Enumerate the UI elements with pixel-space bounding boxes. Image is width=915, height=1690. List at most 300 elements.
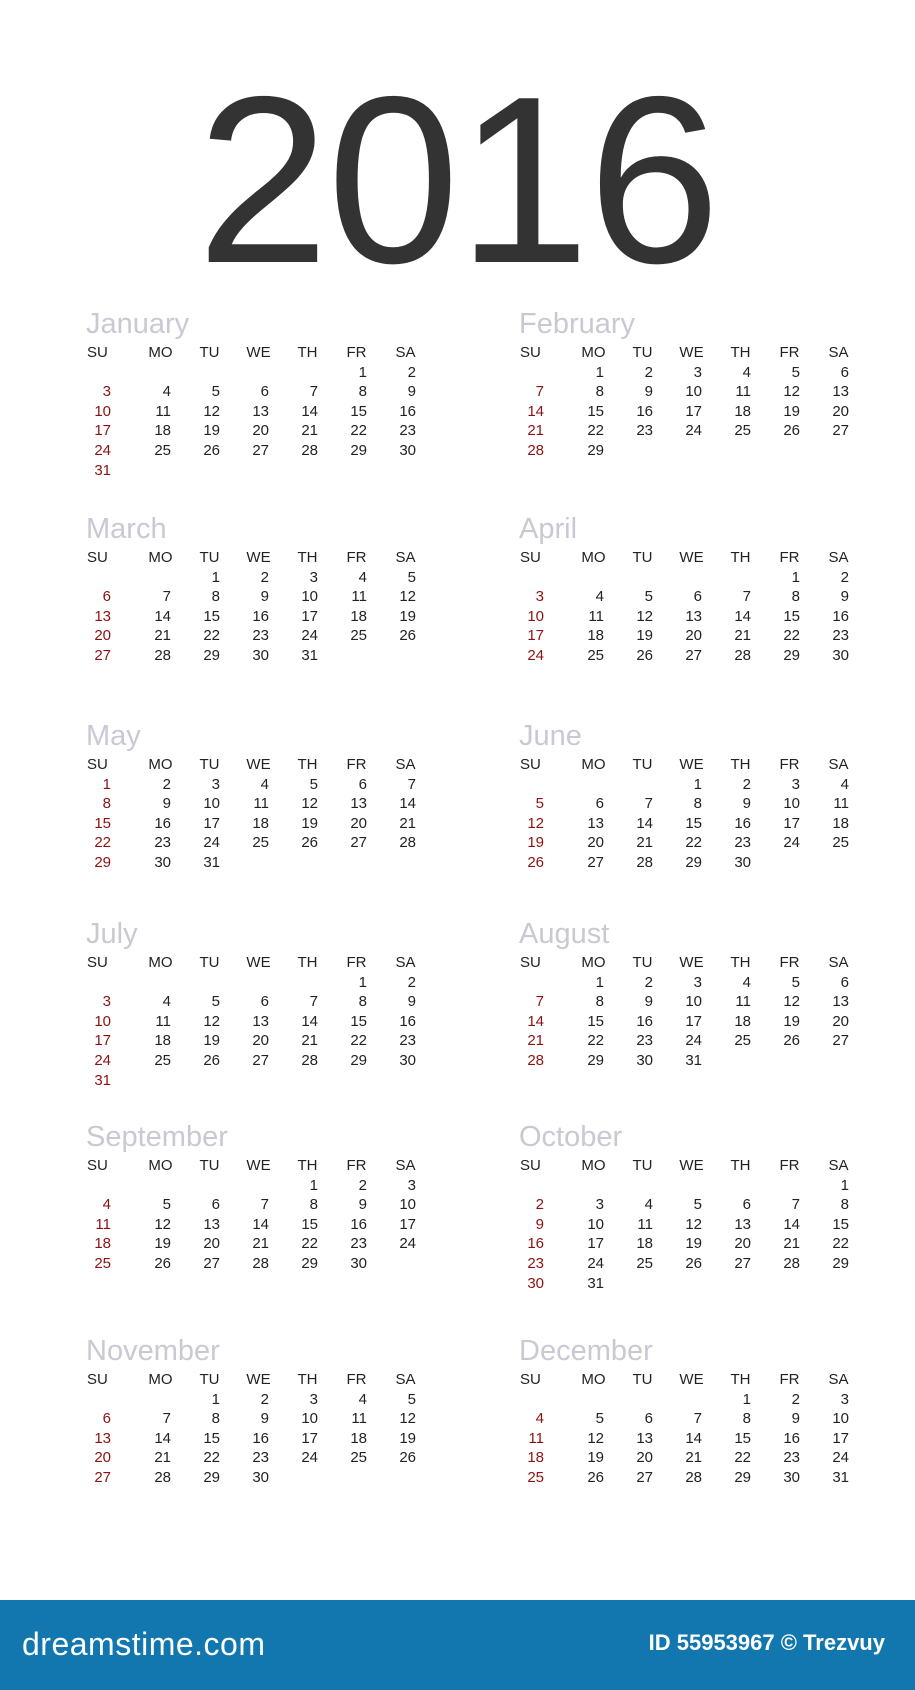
day-cell: 6 <box>595 795 604 813</box>
day-cell-sunday: 31 <box>94 1071 111 1089</box>
day-cell-sunday: 13 <box>94 607 111 625</box>
day-cell: 8 <box>791 588 800 606</box>
day-cell: 4 <box>742 973 751 991</box>
day-cell <box>283 973 332 993</box>
day-cell: 19 <box>399 1429 416 1447</box>
weekday-label: MO <box>148 549 173 566</box>
day-cell: 13 <box>734 1215 751 1233</box>
day-cell <box>381 1468 430 1488</box>
week-row <box>87 1468 430 1488</box>
day-cell-sunday: 21 <box>527 1032 544 1050</box>
day-cell: 4 <box>595 588 604 606</box>
day-cell: 12 <box>587 1429 604 1447</box>
day-cell <box>569 568 618 588</box>
day-cell-sunday: 27 <box>94 1468 111 1486</box>
month-title: July <box>86 918 138 950</box>
day-cell: 17 <box>203 814 220 832</box>
day-cell: 6 <box>211 1196 220 1214</box>
day-cell: 10 <box>203 795 220 813</box>
day-cell-sunday: 20 <box>94 627 111 645</box>
day-cell: 16 <box>636 402 653 420</box>
day-cell: 5 <box>791 973 800 991</box>
day-cell: 10 <box>301 588 318 606</box>
day-cell: 31 <box>301 646 318 664</box>
day-cell-sunday: 12 <box>527 814 544 832</box>
day-cell: 12 <box>399 588 416 606</box>
week-row <box>520 814 863 834</box>
day-cell: 1 <box>742 1390 751 1408</box>
day-cell: 21 <box>252 1235 269 1253</box>
day-cell: 23 <box>832 627 849 645</box>
day-cell: 15 <box>203 607 220 625</box>
day-cell: 4 <box>742 363 751 381</box>
weekday-label: FR <box>779 1157 800 1174</box>
day-cell: 25 <box>154 1051 171 1069</box>
day-cell: 12 <box>636 607 653 625</box>
day-cell: 1 <box>211 1390 220 1408</box>
day-cell: 2 <box>407 973 416 991</box>
day-cell: 3 <box>693 973 702 991</box>
day-cell: 4 <box>644 1196 653 1214</box>
day-cell: 24 <box>783 834 800 852</box>
day-cell: 27 <box>252 441 269 459</box>
day-cell-sunday: 15 <box>94 814 111 832</box>
day-cell: 18 <box>252 814 269 832</box>
day-cell <box>618 568 667 588</box>
week-row <box>520 1468 863 1488</box>
month-title: January <box>86 308 190 340</box>
day-cell-sunday: 9 <box>535 1215 544 1233</box>
weekday-label: SU <box>520 549 541 566</box>
weekday-label: TH <box>297 954 318 971</box>
day-cell <box>618 1176 667 1196</box>
day-cell: 15 <box>203 1429 220 1447</box>
week-row <box>520 607 863 627</box>
day-cell: 1 <box>840 1176 849 1194</box>
day-cell: 20 <box>685 627 702 645</box>
day-cell <box>283 1071 332 1091</box>
day-cell: 5 <box>309 775 318 793</box>
week-row <box>520 1012 863 1032</box>
day-cell: 26 <box>301 834 318 852</box>
day-cell: 26 <box>783 1032 800 1050</box>
day-cell: 11 <box>637 1215 653 1233</box>
day-cell <box>765 853 814 873</box>
weekday-label: SU <box>87 344 108 361</box>
weekday-label: TH <box>730 954 751 971</box>
month-april <box>520 510 863 666</box>
week-row <box>520 1234 863 1254</box>
day-cell: 18 <box>350 1429 367 1447</box>
day-cell: 14 <box>399 795 416 813</box>
day-cell: 30 <box>636 1051 653 1069</box>
day-cell <box>283 363 332 383</box>
day-cell <box>618 775 667 795</box>
day-cell <box>667 1390 716 1410</box>
day-cell-sunday: 5 <box>535 795 544 813</box>
day-cell: 28 <box>783 1254 800 1272</box>
weekday-label: WE <box>246 549 271 566</box>
day-cell: 29 <box>203 1468 220 1486</box>
day-cell: 1 <box>309 1176 318 1194</box>
day-cell: 5 <box>791 363 800 381</box>
week-row <box>87 1234 430 1254</box>
day-cell <box>381 646 430 666</box>
day-cell <box>136 568 185 588</box>
day-cell: 13 <box>832 993 849 1011</box>
day-cell: 30 <box>252 1468 269 1486</box>
day-cell: 8 <box>595 993 604 1011</box>
day-cell: 8 <box>595 383 604 401</box>
day-cell: 3 <box>407 1176 416 1194</box>
day-cell: 7 <box>260 1196 269 1214</box>
day-cell: 8 <box>742 1410 751 1428</box>
day-cell: 11 <box>588 607 604 625</box>
week-row <box>520 973 863 993</box>
day-cell: 21 <box>301 1032 318 1050</box>
weekday-label: WE <box>679 756 704 773</box>
day-cell: 20 <box>252 1032 269 1050</box>
day-cell <box>765 1274 814 1294</box>
day-cell-sunday <box>87 1176 136 1196</box>
weekday-label: SA <box>828 954 849 971</box>
weekday-label: TU <box>632 1157 653 1174</box>
week-row <box>520 1051 863 1071</box>
day-cell: 16 <box>734 814 751 832</box>
day-cell: 1 <box>358 363 367 381</box>
weekday-label: SU <box>87 1157 108 1174</box>
day-cell: 20 <box>252 422 269 440</box>
day-cell: 5 <box>162 1196 171 1214</box>
weekday-label: MO <box>581 549 606 566</box>
day-cell: 17 <box>301 607 318 625</box>
day-cell: 10 <box>685 383 702 401</box>
day-cell <box>618 441 667 461</box>
weekday-label: TU <box>199 344 220 361</box>
weekday-label: SU <box>520 756 541 773</box>
day-cell: 14 <box>252 1215 269 1233</box>
week-row <box>520 833 863 853</box>
day-cell: 22 <box>832 1235 849 1253</box>
day-cell: 18 <box>734 402 751 420</box>
day-cell-sunday <box>87 973 136 993</box>
day-cell-sunday: 30 <box>527 1274 544 1292</box>
day-cell: 22 <box>301 1235 318 1253</box>
week-row <box>87 833 430 853</box>
week-row <box>87 607 430 627</box>
day-cell: 13 <box>636 1429 653 1447</box>
day-cell: 11 <box>351 1410 367 1428</box>
day-cell: 26 <box>399 1449 416 1467</box>
day-cell: 9 <box>260 1410 269 1428</box>
week-row <box>520 1448 863 1468</box>
day-cell: 3 <box>211 775 220 793</box>
day-cell: 28 <box>301 441 318 459</box>
day-cell: 11 <box>833 795 849 813</box>
week-row <box>87 1429 430 1449</box>
day-cell: 1 <box>693 775 702 793</box>
weekday-label: TH <box>297 344 318 361</box>
day-cell <box>716 1274 765 1294</box>
day-cell: 13 <box>252 402 269 420</box>
month-june <box>520 717 863 873</box>
day-cell: 20 <box>734 1235 751 1253</box>
weekday-label: SU <box>520 1157 541 1174</box>
day-cell: 25 <box>587 646 604 664</box>
weekday-label: MO <box>581 344 606 361</box>
day-cell: 7 <box>791 1196 800 1214</box>
day-cell: 10 <box>587 1215 604 1233</box>
day-cell: 20 <box>832 402 849 420</box>
month-title: February <box>519 308 636 340</box>
day-cell: 15 <box>783 607 800 625</box>
day-cell: 19 <box>203 1032 220 1050</box>
day-cell-sunday: 3 <box>102 993 111 1011</box>
day-cell <box>716 441 765 461</box>
day-cell: 18 <box>587 627 604 645</box>
week-row <box>87 421 430 441</box>
day-cell: 27 <box>636 1468 653 1486</box>
week-row <box>87 1071 430 1091</box>
day-cell-sunday: 20 <box>94 1449 111 1467</box>
day-cell: 16 <box>399 402 416 420</box>
month-september <box>87 1118 430 1274</box>
day-cell: 26 <box>203 441 220 459</box>
week-row <box>520 1429 863 1449</box>
day-cell: 27 <box>203 1254 220 1272</box>
day-cell <box>185 363 234 383</box>
weekday-label: MO <box>581 954 606 971</box>
day-cell: 6 <box>644 1410 653 1428</box>
day-cell: 11 <box>735 383 751 401</box>
day-cell: 19 <box>301 814 318 832</box>
day-cell: 7 <box>693 1410 702 1428</box>
week-row <box>87 1195 430 1215</box>
day-cell: 18 <box>154 1032 171 1050</box>
day-cell: 6 <box>358 775 367 793</box>
day-cell: 30 <box>252 646 269 664</box>
day-cell: 19 <box>203 422 220 440</box>
month-july <box>87 915 430 1090</box>
day-cell-sunday: 17 <box>527 627 544 645</box>
day-cell: 29 <box>587 1051 604 1069</box>
day-cell: 23 <box>350 1235 367 1253</box>
day-cell <box>569 1176 618 1196</box>
day-cell-sunday: 10 <box>94 1012 111 1030</box>
day-cell: 30 <box>399 441 416 459</box>
weekday-label: FR <box>346 344 367 361</box>
day-cell: 16 <box>399 1012 416 1030</box>
day-cell: 28 <box>301 1051 318 1069</box>
day-cell <box>765 441 814 461</box>
month-february <box>520 305 863 461</box>
day-cell: 31 <box>587 1274 604 1292</box>
weekday-label: SA <box>828 1157 849 1174</box>
week-row <box>520 1254 863 1274</box>
day-cell-sunday: 16 <box>527 1235 544 1253</box>
day-cell: 27 <box>832 422 849 440</box>
weekday-label: TH <box>730 1157 751 1174</box>
month-october <box>520 1118 863 1293</box>
month-title: May <box>86 720 141 752</box>
day-cell: 12 <box>301 795 318 813</box>
day-cell: 21 <box>399 814 416 832</box>
day-cell: 11 <box>155 402 171 420</box>
day-cell <box>716 1176 765 1196</box>
day-cell-sunday: 11 <box>528 1429 544 1447</box>
day-cell: 7 <box>644 795 653 813</box>
day-cell: 13 <box>832 383 849 401</box>
day-cell <box>716 568 765 588</box>
day-cell-sunday: 24 <box>94 1051 111 1069</box>
weekday-header <box>520 548 863 568</box>
day-cell: 25 <box>734 422 751 440</box>
day-cell <box>814 441 863 461</box>
day-cell: 26 <box>783 422 800 440</box>
day-cell-sunday: 13 <box>94 1429 111 1447</box>
day-cell: 23 <box>252 1449 269 1467</box>
day-cell-sunday <box>87 363 136 383</box>
week-row <box>87 1215 430 1235</box>
day-cell: 1 <box>211 568 220 586</box>
day-cell: 2 <box>358 1176 367 1194</box>
day-cell-sunday: 23 <box>527 1254 544 1272</box>
day-cell-sunday <box>520 568 569 588</box>
day-cell-sunday: 25 <box>527 1468 544 1486</box>
day-cell: 18 <box>636 1235 653 1253</box>
day-cell: 28 <box>154 1468 171 1486</box>
week-row <box>87 1409 430 1429</box>
day-cell: 27 <box>350 834 367 852</box>
month-title: September <box>86 1121 228 1153</box>
day-cell: 22 <box>350 422 367 440</box>
day-cell: 23 <box>399 1032 416 1050</box>
day-cell <box>332 853 381 873</box>
day-cell: 25 <box>636 1254 653 1272</box>
day-cell: 3 <box>309 568 318 586</box>
day-cell: 29 <box>734 1468 751 1486</box>
weekday-label: MO <box>148 954 173 971</box>
day-cell: 6 <box>693 588 702 606</box>
day-cell: 16 <box>252 1429 269 1447</box>
day-cell: 7 <box>407 775 416 793</box>
month-title: October <box>519 1121 623 1153</box>
day-cell: 25 <box>252 834 269 852</box>
month-title: November <box>86 1335 220 1367</box>
day-cell: 8 <box>211 588 220 606</box>
week-row <box>520 587 863 607</box>
day-cell: 6 <box>260 993 269 1011</box>
weekday-label: TU <box>199 1371 220 1388</box>
day-cell: 22 <box>685 834 702 852</box>
day-cell-sunday: 21 <box>527 422 544 440</box>
day-cell: 30 <box>399 1051 416 1069</box>
day-cell: 9 <box>644 383 653 401</box>
day-cell: 1 <box>791 568 800 586</box>
day-cell-sunday: 14 <box>527 402 544 420</box>
day-cell <box>814 853 863 873</box>
weekday-header <box>87 755 430 775</box>
day-cell: 2 <box>791 1390 800 1408</box>
day-cell <box>381 461 430 481</box>
day-cell <box>234 973 283 993</box>
day-cell: 5 <box>211 993 220 1011</box>
month-title: August <box>519 918 610 950</box>
day-cell-sunday: 10 <box>527 607 544 625</box>
day-cell: 20 <box>587 834 604 852</box>
weekday-label: WE <box>679 1157 704 1174</box>
week-row <box>520 1215 863 1235</box>
day-cell: 15 <box>350 1012 367 1030</box>
day-cell: 19 <box>783 1012 800 1030</box>
day-cell: 15 <box>587 1012 604 1030</box>
week-row <box>520 363 863 383</box>
day-cell: 2 <box>260 568 269 586</box>
day-cell-sunday <box>520 973 569 993</box>
day-cell: 14 <box>636 814 653 832</box>
day-cell: 20 <box>832 1012 849 1030</box>
week-row <box>87 646 430 666</box>
weekday-label: SU <box>87 549 108 566</box>
day-cell: 9 <box>358 1196 367 1214</box>
weekday-label: TU <box>199 1157 220 1174</box>
day-cell <box>765 1051 814 1071</box>
day-cell-sunday: 31 <box>94 461 111 479</box>
week-row <box>520 1409 863 1429</box>
day-cell: 9 <box>791 1410 800 1428</box>
weekday-label: WE <box>246 756 271 773</box>
day-cell: 10 <box>832 1410 849 1428</box>
day-cell: 7 <box>162 588 171 606</box>
day-cell: 16 <box>636 1012 653 1030</box>
weekday-label: TU <box>632 344 653 361</box>
day-cell: 21 <box>685 1449 702 1467</box>
weekday-label: WE <box>679 1371 704 1388</box>
day-cell: 31 <box>203 853 220 871</box>
day-cell-sunday: 2 <box>535 1196 544 1214</box>
day-cell-sunday: 18 <box>527 1449 544 1467</box>
day-cell: 23 <box>252 627 269 645</box>
day-cell: 8 <box>309 1196 318 1214</box>
day-cell: 3 <box>309 1390 318 1408</box>
day-cell-sunday: 26 <box>527 853 544 871</box>
week-row <box>87 587 430 607</box>
day-cell: 4 <box>358 568 367 586</box>
day-cell: 19 <box>783 402 800 420</box>
day-cell-sunday: 14 <box>527 1012 544 1030</box>
week-row <box>87 853 430 873</box>
weekday-label: FR <box>779 954 800 971</box>
day-cell <box>618 1390 667 1410</box>
weekday-label: SA <box>395 549 416 566</box>
day-cell-sunday: 8 <box>102 795 111 813</box>
weekday-header <box>87 548 430 568</box>
day-cell-sunday: 24 <box>94 441 111 459</box>
weekday-label: WE <box>246 344 271 361</box>
day-cell: 17 <box>832 1429 849 1447</box>
day-cell-sunday: 1 <box>102 775 111 793</box>
day-cell: 13 <box>252 1012 269 1030</box>
weekday-label: MO <box>581 1371 606 1388</box>
day-cell: 3 <box>693 363 702 381</box>
day-cell <box>667 1176 716 1196</box>
day-cell-sunday: 6 <box>102 588 111 606</box>
day-cell <box>136 1176 185 1196</box>
day-cell: 1 <box>595 363 604 381</box>
day-cell: 15 <box>350 402 367 420</box>
day-cell <box>814 1051 863 1071</box>
day-cell: 21 <box>301 422 318 440</box>
